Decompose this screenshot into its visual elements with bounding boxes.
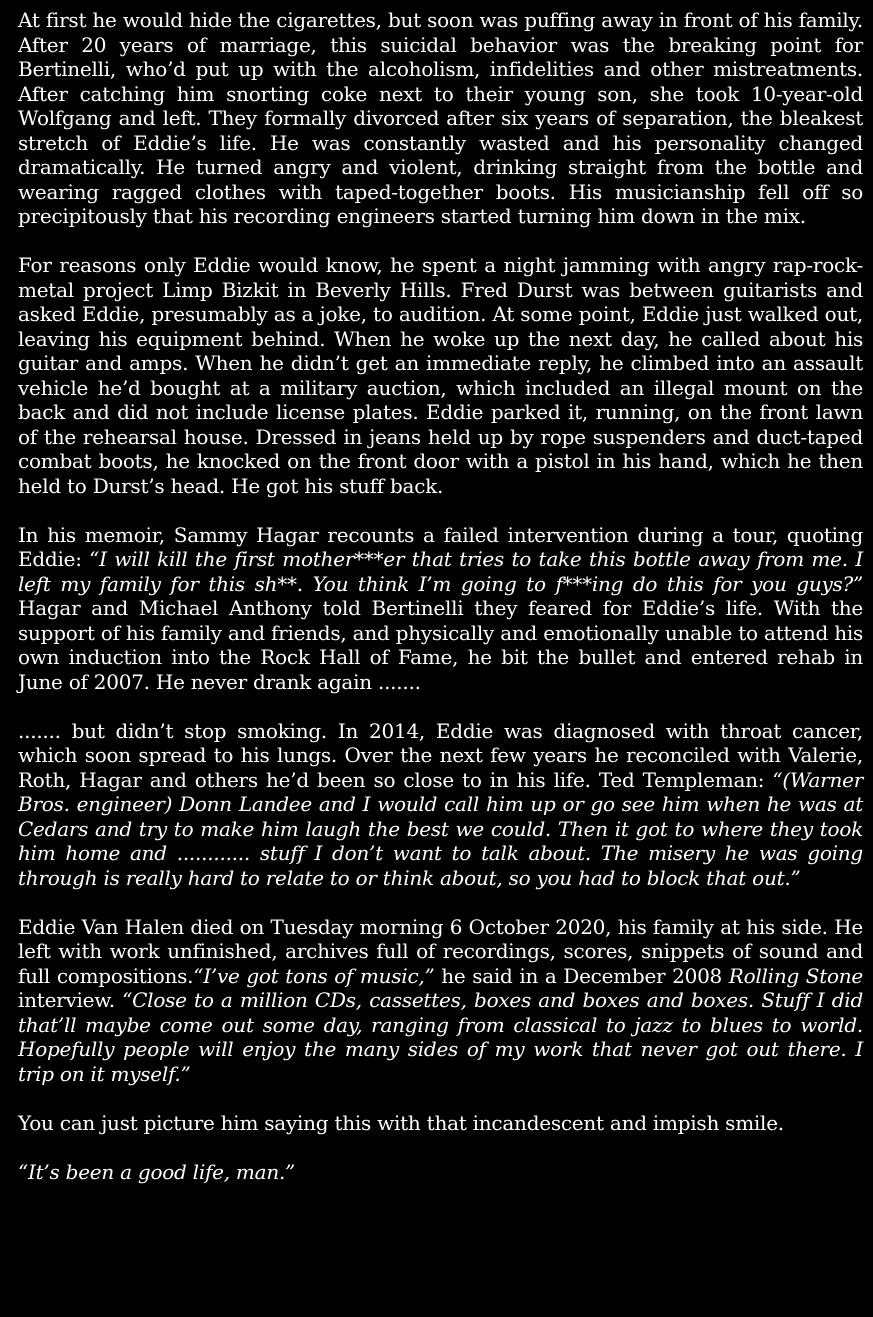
music-quote: “I’ve got tons of music,” <box>193 963 435 988</box>
paragraph-intervention <box>18 523 863 695</box>
paragraph-smile: You can just picture him saying this with that incandescent and impish smile. <box>18 1110 784 1135</box>
eddie-quote: “I will kill the first mother***er that tries to take this bottle away from me. I left my family for this sh**. You think I’m going to f***ing do this for you guys?” <box>18 547 863 596</box>
intervention-lead: In his memoir, Sammy Hagar recounts a failed intervention during a tour, quoting Eddie: <box>18 522 863 571</box>
closing-quote-text: “It’s been a good life, man.” <box>18 1159 296 1184</box>
death-mid2: interview. <box>18 988 123 1012</box>
archive-quote: “Close to a million CDs, cassettes, boxes and boxes and boxes. Stuff I did that’ll maybe come out some day, ranging from classical to jazz to blues to world. Hopefully people will enjoy the many sides of my work that never got out there. I trip on it myself.” <box>18 988 863 1086</box>
death-mid: he said in a December 2008 <box>434 963 729 988</box>
paragraph-death <box>18 915 863 1087</box>
publication-name: Rolling Stone <box>728 963 864 988</box>
templeman-quote: “(Warner Bros. engineer) Donn Landee and I would call him up or go see him when he was at Cedars and try to make him laugh the best we could. Then it got to where they took him home and ............ stuff I don’t want to talk about. The misery he was going through is really hard to relate to or think about, so you had to block that out.” <box>18 767 863 890</box>
death-lead: Eddie Van Halen died on Tuesday morning 6 October 2020, his family at his side. He left with work unfinished, archives full of recordings, scores, snippets of sound and full compositions. <box>18 914 863 988</box>
intervention-rest: Hagar and Michael Anthony told Bertinelli they feared for Eddie’s life. With the support of his family and friends, and physically and emotionally unable to attend his own induction into the Rock Hall of Fame, he bit the bullet and entered rehab in June of 2007. He never drank again ....... <box>18 596 863 694</box>
paragraph-breakdown: At first he would hide the cigarettes, but soon was puffing away in front of his family. After 20 years of marriage, this suicidal behavior was the breaking point for Bertinelli, who’d put up with the alcoholism, infidelities and other mistreatments. After catching him snorting coke next to their young son, she took 10-year-old Wolfgang and left. They formally divorced after six years of separation, the bleakest stretch of Eddie’s life. He was constantly wasted and his personality changed dramatically. He turned angry and violent, drinking straight from the bottle and wearing ragged clothes with taped-together boots. His musicianship fell off so precipitously that his recording engineers started turning him down in the mix. <box>18 8 863 228</box>
cancer-lead: ....... but didn’t stop smoking. In 2014, Eddie was diagnosed with throat cancer, which soon spread to his lungs. Over the next few years he reconciled with Valerie, Roth, Hagar and others he’d been so close to in his life. Ted Templeman: <box>18 718 863 792</box>
paragraph-limp-bizkit: For reasons only Eddie would know, he spent a night jamming with angry rap-rock-metal project Limp Bizkit in Beverly Hills. Fred Durst was between guitarists and asked Eddie, presumably as a joke, to audition. At some point, Eddie just walked out, leaving his equipment behind. When he woke up the next day, he called about his guitar and amps. When he didn’t get an immediate reply, he climbed into an assault vehicle he’d bought at a military auction, which included an illegal mount on the back and did not include license plates. Eddie parked it, running, on the front lawn of the rehearsal house. Dressed in jeans held up by rope suspenders and duct-taped combat boots, he knocked on the front door with a pistol in his hand, which he then held to Durst’s head. He got his stuff back. <box>18 253 863 498</box>
paragraph-cancer <box>18 719 863 891</box>
closing-quote <box>18 1160 863 1185</box>
